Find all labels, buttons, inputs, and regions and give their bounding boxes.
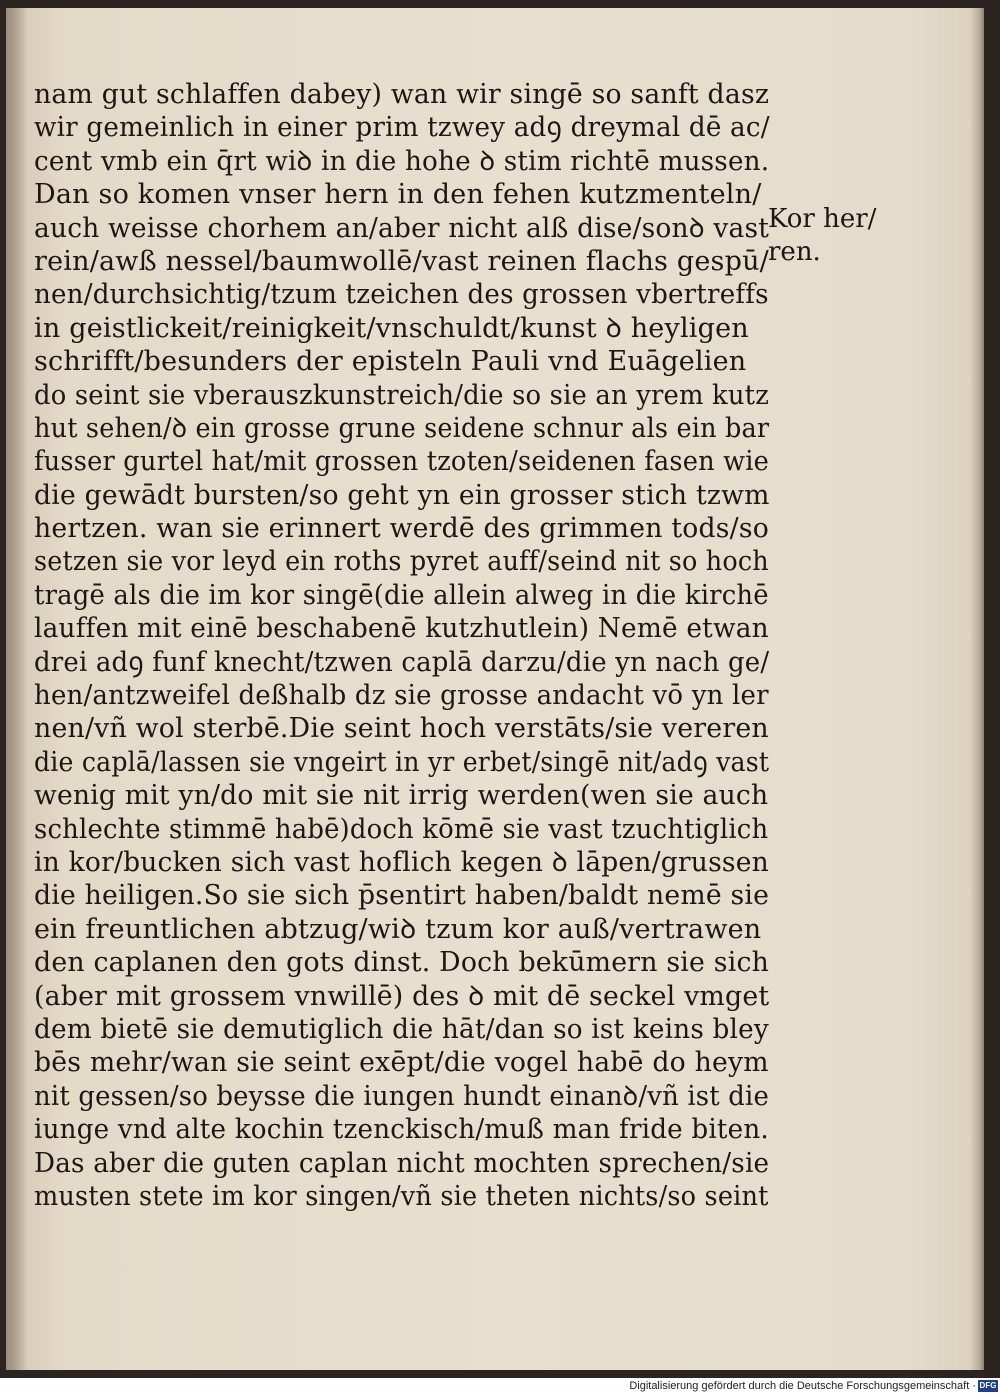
text-line: den caplanen den gots dinst. Doch bekūmern sie sich bbox=[34, 947, 770, 979]
text-line: Dan so komen vnser hern in den fehen kutzmenteln/ bbox=[34, 179, 762, 211]
text-line: musten stete im kor singen/vñ sie theten nichts/so seint bbox=[34, 1180, 769, 1212]
text-line: drei adꝯ funf knecht/tzwen caplā darzu/die yn nach ge/ bbox=[34, 646, 770, 678]
text-line: auch weisse chorhem an/aber nicht alß dise/sonꝺ vast bbox=[34, 212, 770, 244]
page-right-edge bbox=[970, 8, 984, 1370]
page-spine-shadow bbox=[6, 8, 28, 1370]
body-text bbox=[34, 78, 774, 1213]
text-line: nit gessen/so beysse die iungen hundt einanꝺ/vñ ist die bbox=[34, 1080, 769, 1112]
text-line: iunge vnd alte kochin tzenckisch/muß man fride biten. bbox=[34, 1114, 769, 1146]
text-line: bēs mehr/wan sie seint exēpt/die vogel habē do heym bbox=[34, 1047, 769, 1079]
text-line: rein/awß nessel/baumwollē/vast reinen flachs gespū/ bbox=[34, 245, 769, 277]
text-line: do seint sie vberauszkunstreich/die so sie an yrem kutz bbox=[34, 379, 770, 411]
margin-note bbox=[768, 203, 888, 269]
text-line: Das aber die guten caplan nicht mochten sprechen/sie bbox=[34, 1147, 770, 1179]
text-line: die caplā/lassen sie vngeirt in yr erbet/singē nit/adꝯ vast bbox=[34, 746, 770, 778]
text-line: fusser gurtel hat/mit grossen tzoten/seidenen fasen wie bbox=[34, 446, 770, 478]
text-line: hertzen. wan sie erinnert werdē des grimmen tods/so bbox=[34, 513, 769, 545]
text-line: hut sehen/ꝺ ein grosse grune seidene schnur als ein bar bbox=[34, 412, 770, 444]
text-line: nen/vñ wol sterbē.Die seint hoch verstāts/sie vereren bbox=[34, 713, 769, 745]
text-line: wir gemeinlich in einer prim tzwey adꝯ dreymal dē ac/ bbox=[34, 112, 770, 144]
text-line: schlechte stimmē habē)doch kōmē sie vast tzuchtiglich bbox=[34, 813, 769, 845]
book-page bbox=[6, 8, 984, 1370]
text-line: wenig mit yn/do mit sie nit irrig werden(wen sie auch bbox=[34, 780, 769, 812]
text-line: dem bietē sie demutiglich die hāt/dan so ist keins bley bbox=[34, 1013, 769, 1045]
text-line: tragē als die im kor singē(die allein alweg in die kirchē bbox=[34, 579, 769, 611]
footer-credit: Digitalisierung gefördert durch die Deutsche Forschungsgemeinschaft · bbox=[629, 1380, 976, 1392]
footer-bar bbox=[0, 1378, 1000, 1395]
text-line: ein freuntlichen abtzug/wiꝺ tzum kor auß/vertrawen bbox=[34, 913, 762, 945]
text-line: die heiligen.So sie sich p̄sentirt haben/baldt nemē sie bbox=[34, 880, 770, 912]
margin-note-line-2: ren. bbox=[768, 237, 821, 267]
text-line: (aber mit grossem vnwillē) des ꝺ mit dē seckel vmget bbox=[34, 980, 770, 1012]
text-line: nen/durchsichtig/tzum tzeichen des grossen vbertreffs bbox=[34, 279, 769, 311]
text-line: nam gut schlaffen dabey) wan wir singē so sanft dasz bbox=[34, 79, 770, 110]
text-line: in kor/bucken sich vast hoflich kegen ꝺ lāpen/grussen bbox=[34, 846, 769, 878]
margin-note-line-1: Kor her/ bbox=[768, 204, 877, 234]
text-line: lauffen mit einē beschabenē kutzhutlein) Nemē etwan bbox=[34, 613, 769, 645]
text-line: setzen sie vor leyd ein roths pyret auff/seind nit so hoch bbox=[34, 546, 769, 578]
text-line: hen/antzweifel deßhalb dz sie grosse andacht vō yn ler bbox=[34, 680, 769, 712]
text-line: in geistlickeit/reinigkeit/vnschuldt/kunst ꝺ heyligen bbox=[34, 312, 749, 344]
text-line: schrifft/besunders der episteln Pauli vnd Euāgelien bbox=[34, 346, 747, 378]
text-line: die gewādt bursten/so geht yn ein grosser stich tzwm bbox=[34, 479, 770, 511]
text-line: cent vmb ein q̄rt wiꝺ in die hohe ꝺ stim richtē mussen. bbox=[34, 145, 770, 177]
dfg-logo-icon: DFG bbox=[979, 1381, 997, 1390]
